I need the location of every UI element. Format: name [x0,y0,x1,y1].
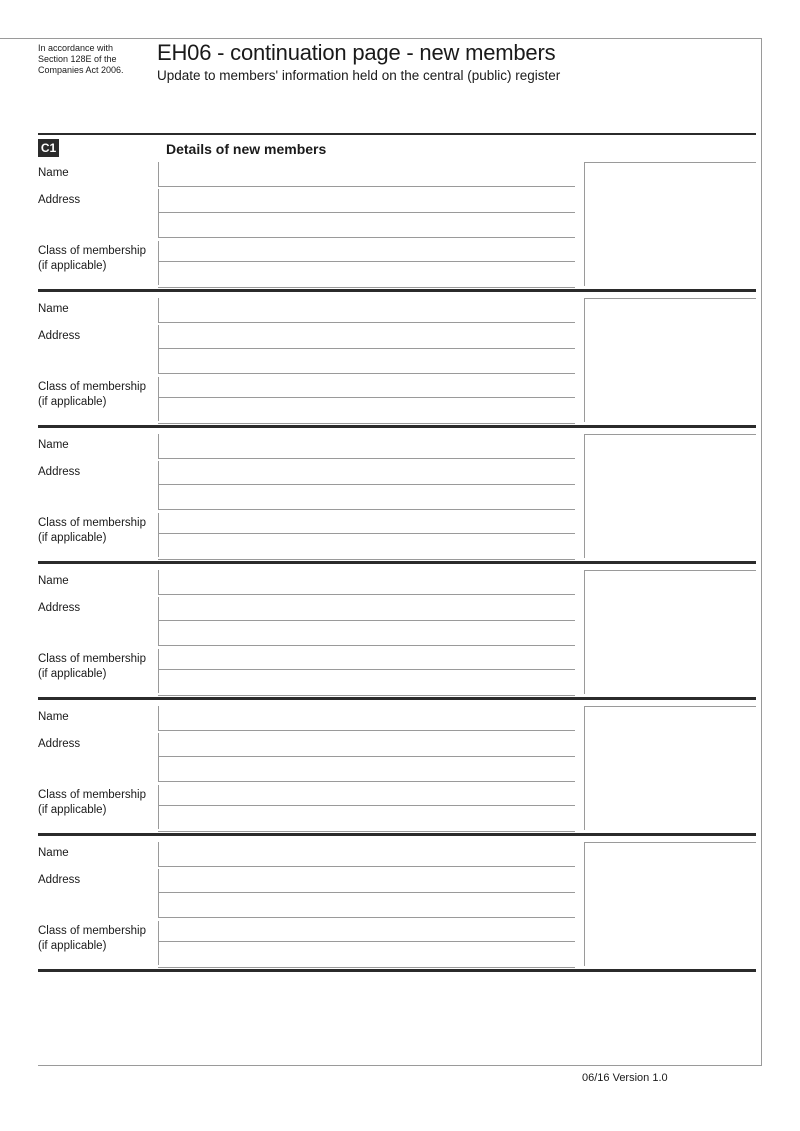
name-field[interactable] [158,162,159,186]
address-label: Address [38,738,81,750]
page-title: EH06 - continuation page - new members [157,40,556,65]
name-label: Name [38,167,69,179]
field-underline [158,212,575,213]
member-entry [0,568,800,696]
field-underline [158,509,575,510]
address-label: Address [38,602,81,614]
class-field[interactable] [158,785,159,829]
section-title: Details of new members [166,141,327,157]
field-underline [158,669,575,670]
address-field[interactable] [158,869,159,918]
side-box-border [584,162,585,286]
section-divider [38,133,756,135]
class-label-line1: Class of membership [38,381,147,393]
section-badge: C1 [38,139,59,157]
address-label: Address [38,194,81,206]
legal-line: In accordance with [38,43,114,53]
field-underline [158,917,575,918]
field-underline [158,730,575,731]
class-label-line2: (if applicable) [38,260,107,272]
field-underline [158,458,575,459]
field-underline [158,533,575,534]
class-label-line1: Class of membership [38,517,147,529]
member-entry [0,160,800,288]
name-field[interactable] [158,570,159,594]
name-label: Name [38,303,69,315]
class-label [38,380,146,410]
name-field[interactable] [158,298,159,322]
class-label-line1: Class of membership [38,925,147,937]
member-divider [38,425,756,428]
side-box-border [584,706,585,830]
field-underline [158,781,575,782]
field-underline [158,322,575,323]
class-field[interactable] [158,921,159,965]
name-field[interactable] [158,434,159,458]
name-label: Name [38,711,69,723]
field-underline [158,695,575,696]
field-underline [158,186,575,187]
legal-line: Companies Act 2006. [38,65,124,75]
class-label [38,788,146,818]
page-frame-top [0,38,762,39]
member-divider [38,969,756,972]
field-underline [158,866,575,867]
field-underline [158,756,575,757]
field-underline [158,645,575,646]
member-divider [38,697,756,700]
class-label [38,652,146,682]
field-underline [158,397,575,398]
address-field[interactable] [158,597,159,646]
field-underline [158,831,575,832]
class-field[interactable] [158,649,159,693]
address-field[interactable] [158,325,159,374]
side-box[interactable] [584,298,756,299]
address-field[interactable] [158,461,159,510]
address-field[interactable] [158,189,159,238]
name-field[interactable] [158,706,159,730]
field-underline [158,967,575,968]
class-field[interactable] [158,241,159,285]
member-entry [0,296,800,424]
field-underline [158,892,575,893]
class-label [38,244,146,274]
field-underline [158,941,575,942]
class-label-line2: (if applicable) [38,804,107,816]
class-label [38,924,146,954]
field-underline [158,594,575,595]
class-field[interactable] [158,377,159,421]
side-box[interactable] [584,706,756,707]
member-divider [38,833,756,836]
side-box-border [584,434,585,558]
form-version: 06/16 Version 1.0 [582,1072,668,1084]
class-label-line1: Class of membership [38,245,147,257]
class-label-line1: Class of membership [38,653,147,665]
side-box-border [584,570,585,694]
member-entry [0,432,800,560]
field-underline [158,423,575,424]
class-label-line2: (if applicable) [38,532,107,544]
address-label: Address [38,874,81,886]
address-field[interactable] [158,733,159,782]
field-underline [158,261,575,262]
field-underline [158,559,575,560]
name-label: Name [38,575,69,587]
page-subtitle: Update to members' information held on the central (public) register [157,68,561,83]
class-field[interactable] [158,513,159,557]
class-label-line2: (if applicable) [38,396,107,408]
field-underline [158,620,575,621]
side-box-border [584,298,585,422]
field-underline [158,237,575,238]
class-label-line2: (if applicable) [38,668,107,680]
address-label: Address [38,330,81,342]
name-field[interactable] [158,842,159,866]
legal-line: Section 128E of the [38,54,117,64]
field-underline [158,484,575,485]
address-label: Address [38,466,81,478]
side-box[interactable] [584,162,756,163]
class-label [38,516,146,546]
class-label-line2: (if applicable) [38,940,107,952]
side-box[interactable] [584,842,756,843]
member-entry [0,840,800,968]
footer-divider [38,1065,762,1066]
field-underline [158,348,575,349]
field-underline [158,287,575,288]
name-label: Name [38,847,69,859]
member-divider [38,561,756,564]
side-box[interactable] [584,570,756,571]
member-divider [38,289,756,292]
name-label: Name [38,439,69,451]
side-box[interactable] [584,434,756,435]
side-box-border [584,842,585,966]
member-entry [0,704,800,832]
class-label-line1: Class of membership [38,789,147,801]
field-underline [158,373,575,374]
field-underline [158,805,575,806]
legal-reference [38,43,124,76]
